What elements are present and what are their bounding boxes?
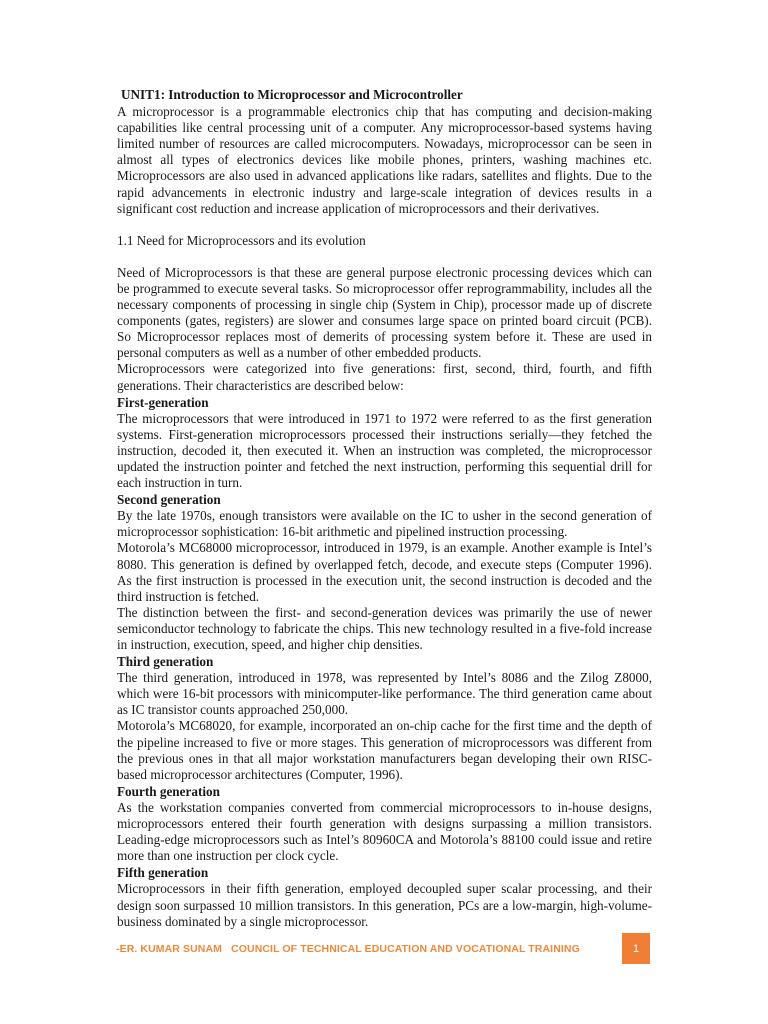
third-generation-paragraph-2: Motorola’s MC68020, for example, incorporated an on-chip cache for the first time and the depth of the pipeline increased to five or more stages. This generation of microprocessors was different from the previous ones in that all major workstation manufacturers began developing their own RISC-based microprocessor architectures (Computer, 1996). xyxy=(117,718,652,782)
third-generation-paragraph-1: The third generation, introduced in 1978, was represented by Intel’s 8086 and the Zilog Z8000, which were 16-bit processors with minicomputer-like performance. The third generation came about as IC transistor counts approached 250,000. xyxy=(117,670,652,718)
fifth-generation-heading: Fifth generation xyxy=(117,865,209,881)
third-generation-heading: Third generation xyxy=(117,654,214,670)
page-title: UNIT1: Introduction to Microprocessor and Microcontroller xyxy=(121,87,463,102)
need-paragraph: Need of Microprocessors is that these are general purpose electronic processing devices which can be programmed to execute several tasks. So microprocessor offer reprogrammability, includes all the necessary components of processing in single chip (System in Chip), processor made up of discrete components (gates, registers) are slower and consumes large space on printed board circuit (PCB). So Microprocessor replaces most of demerits of processing system before it. These are used in personal computers as well as a number of other embedded products. xyxy=(117,264,652,361)
first-generation-paragraph: The microprocessors that were introduced in 1971 to 1972 were referred to as the first generation systems. First-generation microprocessors processed their instructions serially—they fetched the instruction, decoded it, then executed it. When an instruction was completed, the microprocessor updated the instruction pointer and fetched the next instruction, performing this sequential drill for each instruction in turn. xyxy=(117,410,652,491)
fourth-generation-heading: Fourth generation xyxy=(117,783,220,799)
second-generation-paragraph-2: Motorola’s MC68000 microprocessor, introduced in 1979, is an example. Another example is Intel’s 8080. This generation is defined by overlapped fetch, decode, and execute steps (Computer 1996). As the first instruction is processed in the execution unit, the second instruction is decoded and the third instruction is fetched. xyxy=(117,540,652,604)
fourth-generation-paragraph: As the workstation companies converted from commercial microprocessors to in-house designs, microprocessors entered their fourth generation with designs surpassing a million transistors. Leading-edge microprocessors such as Intel’s 80960CA and Motorola’s 88100 could issue and retire more than one instruction per clock cycle. xyxy=(117,799,652,864)
first-generation-heading: First-generation xyxy=(117,394,209,410)
second-generation-paragraph-1: By the late 1970s, enough transistors were available on the IC to usher in the second generation of microprocessor sophistication: 16-bit arithmetic and pipelined instruction processing. xyxy=(117,508,652,540)
fifth-generation-paragraph: Microprocessors in their fifth generation, employed decoupled super scalar processing, and their design soon surpassed 10 million transistors. In this generation, PCs are a low-margin, high-volume-business dominated by a single microprocessor. xyxy=(117,881,652,929)
document-body xyxy=(117,87,652,930)
intro-paragraph: A microprocessor is a programmable electronics chip that has computing and decision-making capabilities like central processing unit of a computer. Any microprocessor-based systems having limited number of resources are called microcomputers. Nowadays, microprocessor can be seen in almost all types of electronics devices like mobile phones, printers, washing machines etc. Microprocessors are also used in advanced applications like radars, satellites and flights. Due to the rapid advancements in electronic industry and large-scale integration of devices results in a significant cost reduction and increase application of microprocessors and their derivatives. xyxy=(117,104,652,216)
second-generation-heading: Second generation xyxy=(117,492,221,508)
categories-paragraph: Microprocessors were categorized into five generations: first, second, third, fourth, and fifth generations. Their characteristics are described below: xyxy=(117,361,652,393)
page-number: 1 xyxy=(632,942,640,955)
second-generation-paragraph-3: The distinction between the first- and second-generation devices was primarily the use of newer semiconductor technology to fabricate the chips. This new technology resulted in a five-fold increase in instruction, execution, speed, and higher chip densities. xyxy=(117,604,652,652)
footer-text: -ER. KUMAR SUNAM COUNCIL OF TECHNICAL EDUCATION AND VOCATIONAL TRAINING xyxy=(116,943,580,955)
page-number-badge xyxy=(622,933,650,964)
page-footer xyxy=(116,940,652,962)
section-heading: 1.1 Need for Microprocessors and its evolution xyxy=(117,232,366,248)
